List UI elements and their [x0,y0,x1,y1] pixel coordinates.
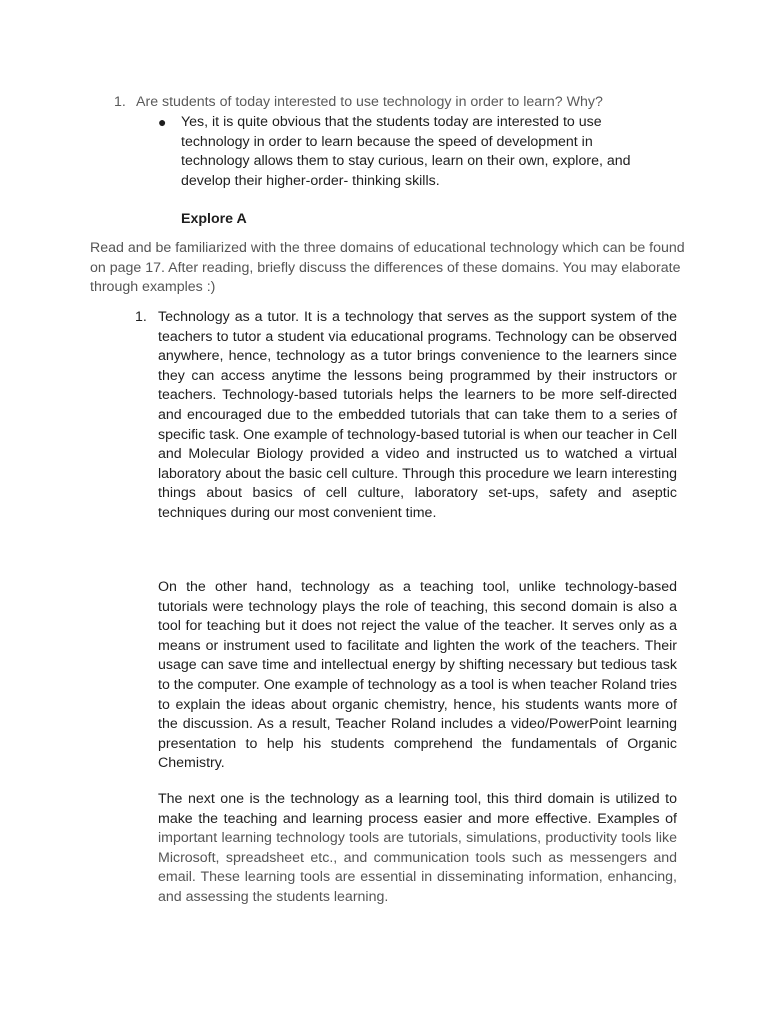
section-heading: Explore A [181,211,247,227]
instructions-paragraph: Read and be familiarized with the three domains of educational technology which can be found on page 17. After reading, briefly discuss the differences of these domains. You may elaborate through examples :) [90,240,685,296]
bullet-icon: ● [158,114,167,130]
paragraph-learning-tool-lead: The next one is the technology as a learning tool, this third domain is utilized to make the teaching and learning process easier and more effective. Examples of [158,791,677,827]
question-text: Are students of today interested to use technology in order to learn? Why? [136,94,603,110]
paragraph-tutor: Technology as a tutor. It is a technology that serves as the support system of the teachers to tutor a student via educational programs. Technology can be observed anywhere, hence, technology as a tutor brings convenience to the learners since they can access anytime the lessons being programmed by their instructors or teachers. Technology-based tutorials helps the learners to be more self-directed and encouraged due to the embedded tutorials that can take them to a series of specific task. One example of technology-based tutorial is when our teacher in Cell and Molecular Biology provided a video and instructed us to watched a virtual laboratory about the basic cell culture. Through this procedure we learn interesting things about basics of cell culture, laboratory set-ups, safety and aseptic techniques during our most convenient time. [158,309,677,521]
question-line [114,93,603,113]
question-number: 1. [114,94,126,110]
answer-text: Yes, it is quite obvious that the students today are interested to use technology in order to learn because the speed of development in technology allows them to stay curious, learn on their own, explore, and develop their higher-order- thinking skills. [181,114,631,189]
answer-bullet [158,113,638,191]
item-number: 1. [135,309,147,325]
paragraph-learning-tool-rest: important learning technology tools are tutorials, simulations, productivity tools like Microsoft, spreadsheet etc., and communication tools such as messengers and email. These learning tools are essential in disseminating information, enhancing, and assessing the students learning. [158,830,677,905]
paragraph-learning-tool [158,790,677,908]
paragraph-teaching-tool: On the other hand, technology as a teaching tool, unlike technology-based tutorials were technology plays the role of teaching, this second domain is also a tool for teaching but it does not reject the value of the teacher. It serves only as a means or instrument used to facilitate and lighten the work of the teachers. Their usage can save time and intellectual energy by shifting necessary but tedious task to the computer. One example of technology as a tool is when teacher Roland tries to explain the ideas about organic chemistry, hence, his students wants more of the discussion. As a result, Teacher Roland includes a video/PowerPoint learning presentation to help his students comprehend the fundamentals of Organic Chemistry. [158,579,677,772]
